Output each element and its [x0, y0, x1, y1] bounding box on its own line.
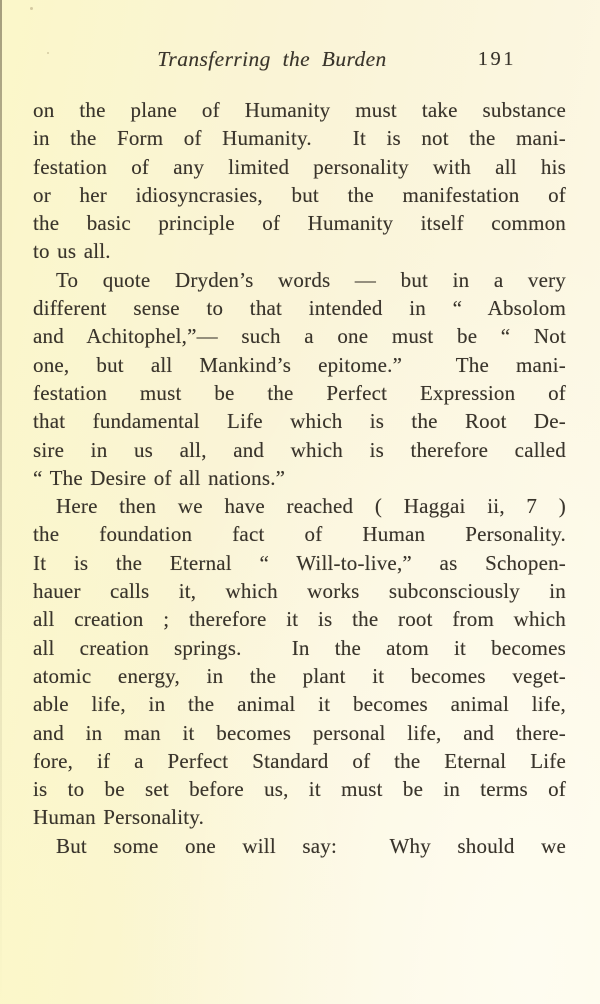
text-line: on the plane of Humanity must take substance	[33, 98, 566, 122]
text-line: festation must be the Perfect Expression of	[33, 380, 566, 405]
page-number: 191	[477, 48, 516, 70]
text-line: Human Personality.	[33, 805, 205, 830]
text-line: and Achitophel,”— such a one must be “ Not	[33, 324, 566, 349]
text-line: atomic energy, in the plant it becomes veget-	[33, 663, 566, 688]
text-line: that fundamental Life which is the Root De-	[33, 409, 566, 434]
text-line: all creation ; therefore it is the root from which	[33, 607, 566, 632]
text-line: and in man it becomes personal life, and there-	[33, 720, 566, 745]
text-line: different sense to that intended in “ Absolom	[33, 296, 566, 321]
text-line: one, but all Mankind’s epitome.” The mani-	[33, 352, 566, 377]
page-header	[0, 47, 600, 77]
text-line: to us all.	[33, 239, 111, 264]
text-line: To quote Dryden’s words — but in a very	[56, 267, 566, 292]
text-line: hauer calls it, which works subconsciously in	[33, 579, 566, 604]
text-line: the basic principle of Humanity itself common	[33, 211, 566, 236]
text-line: the foundation fact of Human Personality.	[33, 522, 566, 547]
text-line: sire in us all, and which is therefore called	[33, 437, 566, 462]
running-title: Transferring the Burden	[157, 47, 387, 71]
paper-speck	[30, 7, 33, 10]
page-spine-shadow	[0, 0, 2, 1004]
text-line: all creation springs. In the atom it becomes	[33, 635, 566, 660]
text-line: It is the Eternal “ Will-to-live,” as Schopen-	[33, 550, 566, 575]
text-line: “ The Desire of all nations.”	[33, 465, 286, 490]
text-line: But some one will say: Why should we	[56, 833, 566, 858]
text-line: or her idiosyncrasies, but the manifestation of	[33, 182, 566, 207]
text-line: able life, in the animal it becomes animal life,	[33, 692, 566, 717]
text-line: fore, if a Perfect Standard of the Eternal Life	[33, 748, 566, 773]
text-line: is to be set before us, it must be in terms of	[33, 777, 566, 802]
text-line: Here then we have reached ( Haggai ii, 7 )	[56, 494, 566, 519]
page-text	[33, 96, 566, 860]
text-line: in the Form of Humanity. It is not the mani-	[33, 126, 566, 151]
text-line: festation of any limited personality with all his	[33, 154, 566, 179]
